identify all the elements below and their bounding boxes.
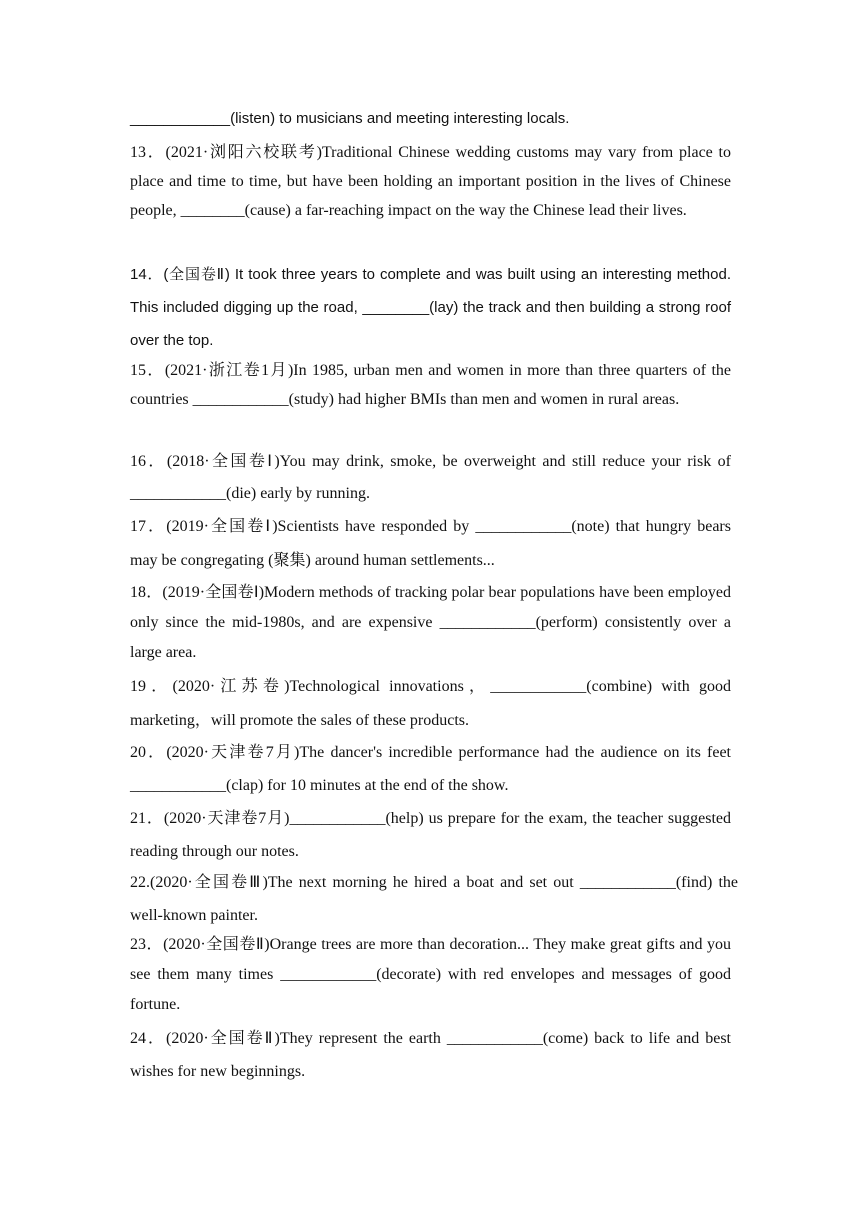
exercise-16: 16．(2018·全国卷Ⅰ)You may drink, smoke, be overweight and still reduce your risk of ____________(die) early by running. bbox=[130, 453, 731, 502]
exercise-14: 14．(全国卷Ⅱ) It took three years to complete and was built using an interesting method. This included digging up the road, ________(lay) the track and then building a strong roof over the top. bbox=[130, 266, 731, 349]
exercise-17: 17．(2019·全国卷Ⅰ)Scientists have responded by ____________(note) that hungry bears may be congregating (聚集) around human settlements... bbox=[130, 518, 731, 569]
exercise-23: 23．(2020·全国卷Ⅱ)Orange trees are more than decoration... They make great gifts and you see them many times ____________(decorate) with red envelopes and messages of good fortune. bbox=[130, 936, 731, 1013]
exercise-22: 22.(2020·全国卷Ⅲ)The next morning he hired a boat and set out ____________(find) the well-known painter. bbox=[130, 874, 738, 924]
exercise-15: 15．(2021·浙江卷1月)In 1985, urban men and women in more than three quarters of the countries ____________(study) had higher BMIs than men and women in rural areas. bbox=[130, 362, 731, 408]
exercise-21: 21．(2020·天津卷7月)____________(help) us prepare for the exam, the teacher suggested reading through our notes. bbox=[130, 810, 731, 860]
exercise-12-tail: ____________(listen) to musicians and meeting interesting locals. bbox=[130, 110, 570, 127]
exercise-13: 13．(2021·浏阳六校联考)Traditional Chinese wedding customs may vary from place to place and time to time, but have been holding an important position in the lives of Chinese people, ________(cause) a far-reaching impact on the way the Chinese lead their lives. bbox=[130, 144, 731, 219]
exercise-24: 24．(2020·全国卷Ⅱ)They represent the earth ____________(come) back to life and best wishes for new beginnings. bbox=[130, 1030, 731, 1080]
exercise-18: 18．(2019·全国卷Ⅰ)Modern methods of tracking polar bear populations have been employed only since the mid-1980s, and are expensive ____________(perform) consistently over a large area. bbox=[130, 584, 731, 661]
exercise-20: 20．(2020·天津卷7月)The dancer's incredible performance had the audience on its feet ____________(clap) for 10 minutes at the end of the show. bbox=[130, 744, 731, 794]
exercise-19: 19．(2020·江苏卷)Technological innovations，____________(combine) with good marketing，will promote the sales of these products. bbox=[130, 678, 731, 729]
